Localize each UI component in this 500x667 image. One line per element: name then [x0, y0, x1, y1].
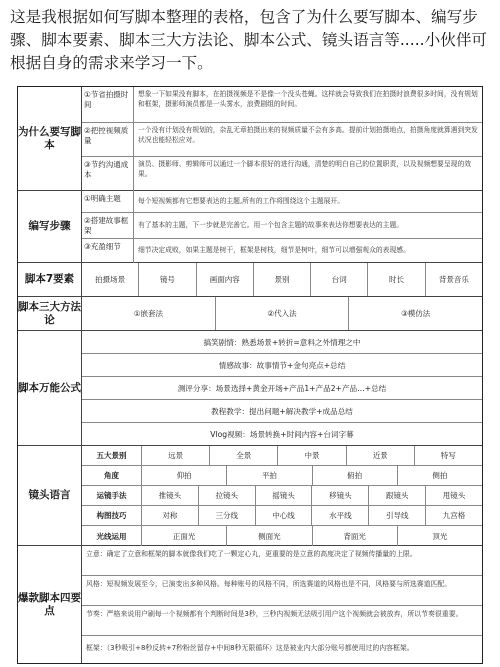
point-row	[82, 546, 482, 576]
row-label: ③节约沟通成本	[82, 157, 134, 191]
lens-cell: 全景	[210, 446, 278, 465]
row-label: ②把控视频质量	[82, 123, 134, 156]
formula-row: 情感故事：故事情节+金句亮点+总结	[82, 354, 482, 377]
lens-cell: 俯拍	[313, 466, 398, 485]
element-cell: 时长	[368, 263, 425, 296]
section-lens	[18, 446, 482, 546]
step-row	[82, 191, 482, 213]
section-methods	[18, 297, 482, 331]
lens-cell: 侧面光	[227, 526, 312, 546]
lens-row	[82, 486, 482, 506]
element-cell: 背景音乐	[438, 275, 469, 284]
point-row	[82, 576, 482, 606]
lens-cell: 中景	[278, 446, 346, 465]
lens-cell: 跟镜头	[369, 486, 426, 505]
why-row	[82, 87, 482, 123]
lens-cell: 引导线	[369, 506, 426, 525]
row-desc: 想象一下如果没有脚本，在拍摄视频是不是像一个没头苍蝇。这样就会导致我们在拍摄时浪费很多时间，没有规划和框架，摄影师演员都是一头雾水，浪费剧组的时间。	[138, 90, 478, 108]
formula-row: Vlog视频：场景转换+时间内容+台词字幕	[210, 430, 354, 439]
lens-cell: 背面光	[313, 526, 398, 546]
lens-cell: 远景	[142, 446, 210, 465]
lens-cell: 对称	[142, 506, 199, 525]
step-row	[82, 239, 482, 263]
point-text: 节奏：严格来说用户刷每一个视频都有个判断时间是3秒，三秒内视频无法吸引用户这个视频就会被放弃，所以节奏很重要。	[86, 610, 463, 618]
formula-row: 搞笑剧情：熟悉场景+转折=意料之外情理之中	[82, 331, 482, 354]
point-row	[82, 606, 482, 636]
lens-cell: 推镜头	[142, 486, 199, 505]
section-title-four: 爆款脚本四要点	[18, 546, 82, 663]
section-title-seven: 脚本7要素	[18, 263, 82, 296]
point-text: 框架：（3秒吸引+8秒反转+7秒粉丝留存+中间8秒无限循环）这是被业内大部分账号都使用过的内容框架。	[86, 644, 414, 652]
row-label: ①节省拍摄时间	[82, 87, 134, 122]
section-title-formula: 脚本万能公式	[18, 331, 82, 445]
intro-text: 这是我根据如何写脚本整理的表格，包含了为什么要写脚本、编写步骤、脚本要素、脚本三大方法论、脚本公式、镜头语言等.....小伙伴可根据自身的需求来学习一下。	[10, 8, 488, 72]
point-text: 立意：确定了立意和框架的脚本就像我们吃了一颗定心丸，更重要的是立意的高度决定了视频传播量的上限。	[86, 550, 417, 558]
step-row	[82, 213, 482, 239]
why-row	[82, 123, 482, 157]
section-steps	[18, 191, 482, 263]
element-cell: 景别	[254, 263, 311, 296]
formula-row: 测评分享：场景选择+黄金开场+产品1+产品2+产品…+总结	[82, 377, 482, 400]
section-seven-elements	[18, 263, 482, 297]
why-row	[82, 157, 482, 191]
script-table	[17, 86, 483, 664]
lens-cell: 顶光	[432, 531, 448, 541]
lens-cell: 侧拍	[432, 471, 448, 480]
section-four-points	[18, 546, 482, 663]
lens-cell: 特写	[440, 451, 456, 460]
section-title-why: 为什么要写脚本	[18, 87, 82, 190]
point-text: 风格：短视频发展至今，已演变出多种风格。每种账号的风格不同，所选赛道的风格也是不同，风格要与所选赛道匹配。	[86, 580, 452, 588]
lens-row-head: 构图技巧	[82, 506, 142, 525]
lens-cell: 正面光	[142, 526, 227, 546]
element-cell: 拍摄场景	[82, 263, 139, 296]
point-row	[82, 636, 482, 663]
method-cell: ③模仿法	[401, 309, 431, 318]
method-cell: ②代入法	[216, 297, 350, 330]
row-desc: 每个短视频都有它想要表达的主题,所有的工作将围绕这个主题展开。	[138, 197, 345, 205]
element-cell: 画面内容	[197, 263, 254, 296]
lens-row-head: 运镜手法	[82, 486, 142, 505]
lens-cell: 九宫格	[442, 511, 466, 520]
lens-cell: 仰拍	[142, 466, 227, 485]
lens-row-head: 光线运用	[82, 526, 142, 546]
lens-row-head: 五大景别	[82, 446, 142, 465]
lens-cell: 拉镜头	[199, 486, 256, 505]
formula-row: 教程教学：提出问题+解决教学+成品总结	[82, 400, 482, 423]
element-cell: 台词	[311, 263, 368, 296]
lens-cell: 水平线	[312, 506, 369, 525]
lens-cell: 平拍	[227, 466, 312, 485]
lens-row	[82, 506, 482, 526]
element-cell: 镜号	[139, 263, 196, 296]
row-label: ③充盈细节	[82, 239, 134, 263]
lens-row-head: 角度	[82, 466, 142, 485]
lens-row	[82, 526, 482, 546]
lens-row	[82, 446, 482, 466]
section-title-methods: 脚本三大方法论	[18, 297, 82, 330]
section-why	[18, 87, 482, 191]
method-cell: ①嵌套法	[82, 297, 216, 330]
lens-cell: 近景	[347, 446, 415, 465]
section-formula	[18, 331, 482, 446]
section-title-steps: 编写步骤	[18, 191, 82, 262]
row-label: ②搭建故事框架	[82, 213, 134, 238]
lens-cell: 甩镜头	[442, 491, 466, 500]
row-desc: 有了基本的主题，下一步就是完善它。用一个包含主题的故事来表达你想要表达的主题。	[138, 221, 404, 229]
row-desc: 演员、摄影师、剪辑师可以通过一个脚本很好的进行沟通，清楚的明白自己的位置职责，以及视频想要呈现的效果。	[138, 160, 472, 178]
row-label: ①明确主题	[82, 191, 134, 212]
lens-cell: 移镜头	[312, 486, 369, 505]
lens-row	[82, 466, 482, 486]
lens-cell: 中心线	[256, 506, 313, 525]
lens-cell: 三分线	[199, 506, 256, 525]
row-desc: 一个没有计划没有规划的，杂乱无章拍摄出来的视频质量不会有多高。提前计划拍摄地点，拍摄角度就算遇到突发状况也能轻松应对。	[138, 126, 478, 144]
section-title-lens: 镜头语言	[18, 446, 82, 545]
lens-cell: 摇镜头	[256, 486, 313, 505]
row-desc: 细节决定成败，如果主题是树干，框架是树枝，细节是树叶，细节可以增强观众的表现感。	[138, 246, 410, 254]
